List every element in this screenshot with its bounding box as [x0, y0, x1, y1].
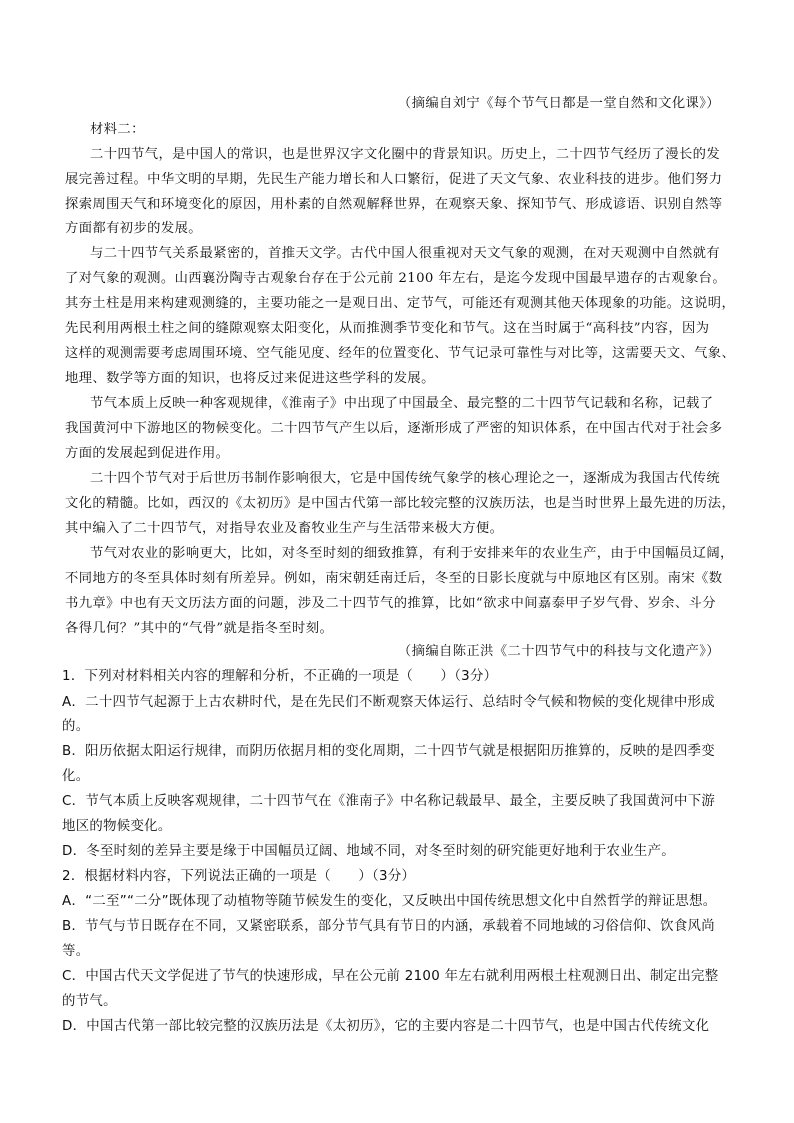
option-b: B．阳历依据太阳运行规律，而阴历依据月相的变化周期，二十四节气就是根据阳历推算的，反映的是四季变	[62, 744, 715, 759]
option-d: D．中国古代第一部比较完整的汉族历法是《太初历》，它的主要内容是二十四节气，也是中国古代传统文化	[62, 1019, 710, 1034]
option-b-cont: 化。	[62, 769, 90, 784]
text-line: 了对气象的观测。山西襄汾陶寺古观象台存在于公元前 2100 年左右，是迄今发现中国最早遗存的古观象台。	[65, 271, 727, 286]
text-line: 其夯土柱是用来构建观测缝的，主要功能之一是观日出、定节气，可能还有观测其他天体现象的功能。这说明，	[65, 296, 736, 311]
question-stem: 1．下列对材料相关内容的理解和分析，不正确的一项是（ ）（3分）	[62, 669, 498, 684]
option-c-cont: 的节气。	[62, 994, 117, 1009]
text-line: 不同地方的冬至具体时刻有所差异。例如，南宋朝廷南迁后，冬至的日影长度就与中原地区有区别。南宋《数	[65, 571, 723, 586]
text-line: 二十四个节气对于后世历书制作影响很大，它是中国传统气象学的核心理论之一，逐渐成为我国古代传统	[90, 471, 721, 486]
option-c: C．中国古代天文学促进了节气的快速形成，早在公元前 2100 年左右就利用两根土柱观测日出、制定出完整	[62, 969, 719, 984]
text-line: 书九章》中也有天文历法方面的问题，涉及二十四节气的推算，比如“欲求中间嘉泰甲子岁气骨、岁余、斗分	[65, 596, 716, 611]
text-line: 文化的精髓。比如，西汉的《太初历》是中国古代第一部比较完整的汉族历法，也是当时世界上最先进的历法，	[65, 496, 736, 511]
text-line: 这样的观测需要考虑周围环境、空气能见度、经年的位置变化、节气记录可靠性与对比等，这需要天文、气象、	[65, 346, 736, 361]
text-line: 其中编入了二十四节气，对指导农业及畜牧业生产与生活带来极大方便。	[65, 521, 504, 536]
text-line: 方面都有初步的发展。	[65, 221, 202, 236]
text-line: 先民利用两根土柱之间的缝隙观察太阳变化，从而推测季节变化和节气。这在当时属于“高科技”内容，因为	[65, 321, 710, 336]
option-b: B．节气与节日既存在不同，又紧密联系，部分节气具有节日的内涵，承载着不同地域的习俗信仰、饮食风尚	[62, 919, 715, 934]
option-d: D．冬至时刻的差异主要是缘于中国幅员辽阔、地域不同，对冬至时刻的研究能更好地利于农业生产。	[62, 844, 675, 859]
section-title-material-2: 材料二：	[90, 122, 145, 137]
text-line: 二十四节气，是中国人的常识，也是世界汉字文化圈中的背景知识。历史上，二十四节气经历了漫长的发	[90, 147, 721, 162]
text-line: 方面的发展起到促进作用。	[65, 446, 230, 461]
option-a: A．“二至”“二分”既体现了动植物等随节候发生的变化，又反映出中国传统思想文化中自然哲学的辩证思想。	[62, 894, 717, 909]
text-line: 探索周围天气和环境变化的原因，用朴素的自然观解释世界，在观察天象、探知节气、形成谚语、识别自然等	[65, 197, 723, 212]
text-line: 与二十四节气关系最紧密的，首推天文学。古代中国人很重视对天文气象的观测，在对天观测中自然就有	[90, 246, 721, 261]
option-a: A．二十四节气起源于上古农耕时代，是在先民们不断观察天体运行、总结时令气候和物候的变化规律中形成	[62, 695, 715, 710]
text-line: 各得几何？”其中的“气骨”就是指冬至时刻。	[65, 621, 334, 636]
option-c: C．节气本质上反映客观规律，二十四节气在《淮南子》中名称记载最早、最全，主要反映了我国黄河中下游	[62, 794, 716, 809]
source-citation-2: （摘编自陈正洪《二十四节气中的科技与文化遗产》）	[397, 644, 720, 659]
text-line: 展完善过程。中华文明的早期，先民生产能力增长和人口繁衍，促进了天文气象、农业科技的进步。他们努力	[65, 172, 723, 187]
text-line: 节气对农业的影响更大，比如，对冬至时刻的细致推算，有利于安排来年的农业生产，由于中国幅员辽阔，	[90, 546, 734, 561]
option-b-cont: 等。	[62, 944, 90, 959]
question-stem: 2．根据材料内容，下列说法正确的一项是（ ）（3分）	[62, 869, 416, 884]
text-line: 地理、数学等方面的知识，也将反过来促进这些学科的发展。	[65, 371, 435, 386]
source-citation-1: （摘编自刘宁《每个节气日都是一堂自然和文化课》）	[397, 96, 720, 111]
text-line: 我国黄河中下游地区的物候变化。二十四节气产生以后，逐渐形成了严密的知识体系，在中国古代对于社会多	[65, 421, 723, 436]
text-line: 节气本质上反映一种客观规律，《淮南子》中出现了中国最全、最完整的二十四节气记载和名称，记载了	[90, 396, 714, 411]
option-a-cont: 的。	[62, 719, 90, 734]
option-c-cont: 地区的物候变化。	[62, 819, 172, 834]
